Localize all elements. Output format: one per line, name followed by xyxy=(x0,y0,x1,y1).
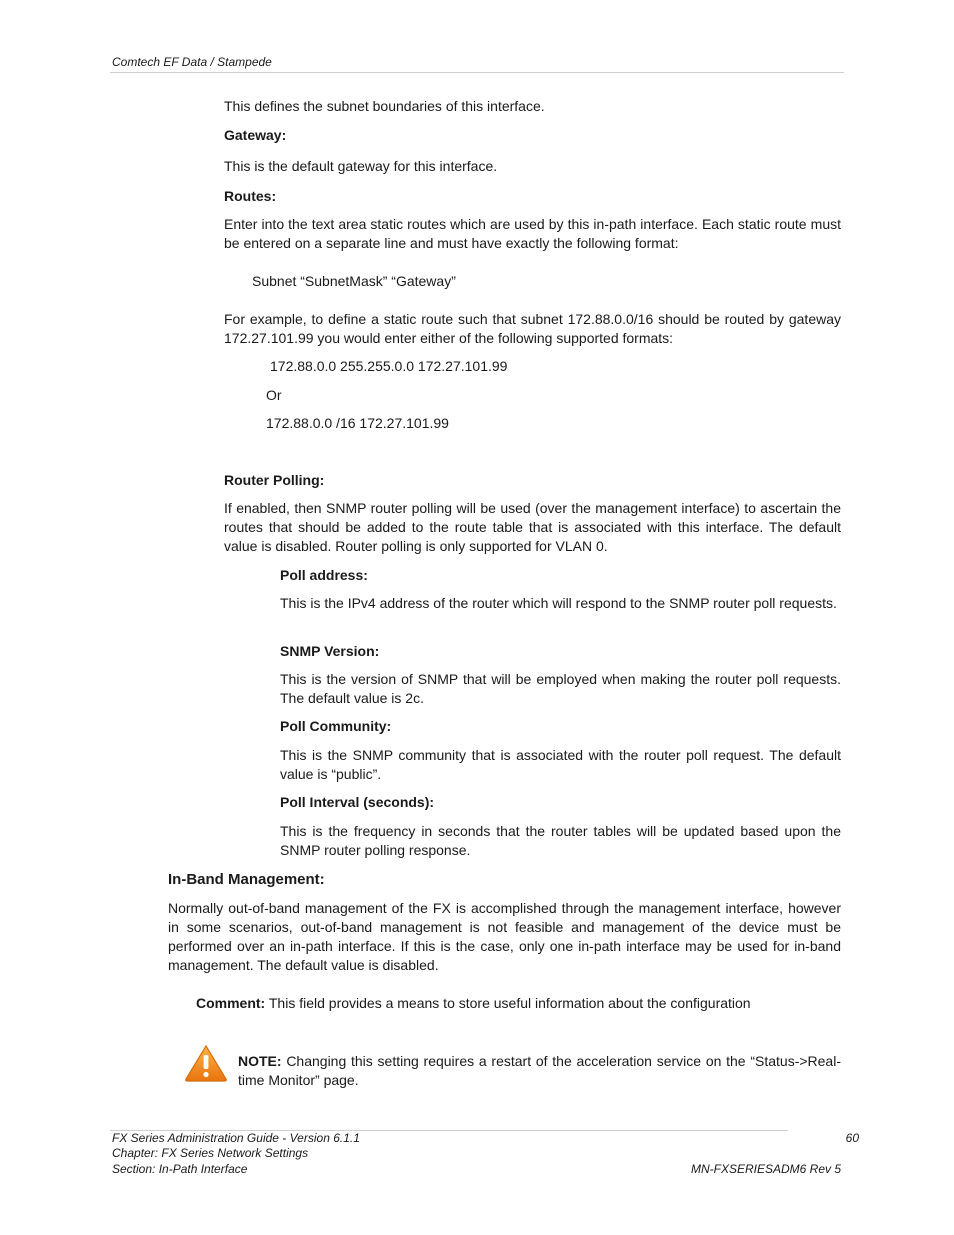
footer-section: Section: In-Path Interface xyxy=(112,1162,248,1176)
footer-page-number: 60 xyxy=(845,1131,859,1145)
warning-triangle-icon xyxy=(184,1044,228,1082)
gateway-description: This is the default gateway for this interface. xyxy=(224,158,498,174)
subnet-description: This defines the subnet boundaries of this interface. xyxy=(224,98,545,114)
running-header: Comtech EF Data / Stampede xyxy=(112,55,272,69)
poll-community-description: This is the SNMP community that is associated with the router poll request. The default value is “public”. xyxy=(280,747,841,782)
routes-description: Enter into the text area static routes which are used by this in-path interface. Each static route must be entered on a separate line and must have exactly the following format: xyxy=(224,216,841,251)
footer-document-id: MN-FXSERIESADM6 Rev 5 xyxy=(690,1162,841,1176)
poll-address-description: This is the IPv4 address of the router which will respond to the SNMP router poll requests. xyxy=(280,595,837,611)
routes-format: Subnet “SubnetMask” “Gateway” xyxy=(252,273,456,289)
header-rule xyxy=(110,72,844,73)
note-paragraph xyxy=(238,1052,841,1090)
router-polling-description: If enabled, then SNMP router polling will be used (over the management interface) to ascertain the routes that should be added to the route table that is associated with this interface. The default value is disabled. Router polling is only supported for VLAN 0. xyxy=(224,500,841,554)
route-example-1: 172.88.0.0 255.255.0.0 172.27.101.99 xyxy=(270,358,508,374)
poll-interval-heading: Poll Interval (seconds): xyxy=(280,794,435,810)
poll-interval-description: This is the frequency in seconds that the router tables will be updated based upon the SNMP router polling response. xyxy=(280,823,841,858)
routes-heading: Routes: xyxy=(224,188,277,204)
note-label: NOTE: xyxy=(238,1053,282,1069)
snmp-version-description: This is the version of SNMP that will be employed when making the router poll requests. The default value is 2c. xyxy=(280,671,841,706)
route-example-2: 172.88.0.0 /16 172.27.101.99 xyxy=(266,415,449,431)
routes-example: For example, to define a static route such that subnet 172.88.0.0/16 should be routed by gateway 172.27.101.99 you would enter either of the following supported formats: xyxy=(224,311,841,346)
footer-guide-title: FX Series Administration Guide - Version 6.1.1 xyxy=(112,1131,360,1145)
inband-management-heading: In-Band Management: xyxy=(168,871,325,888)
comment-label: Comment: xyxy=(196,995,266,1011)
footer-chapter: Chapter: FX Series Network Settings xyxy=(112,1146,309,1160)
comment-paragraph xyxy=(196,994,841,1013)
inband-management-description: Normally out-of-band management of the FX is accomplished through the management interface, however in some scenarios, out-of-band management is not feasible and management of the device must be performed over an in-path interface. If this is the case, only one in-path interface may be used for in-band management. The default value is disabled. xyxy=(168,900,841,973)
comment-description: This field provides a means to store useful information about the configuration xyxy=(265,995,751,1011)
route-example-or: Or xyxy=(266,387,282,403)
poll-community-heading: Poll Community: xyxy=(280,718,392,734)
poll-address-heading: Poll address: xyxy=(280,567,368,583)
note-description: Changing this setting requires a restart of the acceleration service on the “Status->Real-time Monitor” page. xyxy=(238,1053,841,1088)
snmp-version-heading: SNMP Version: xyxy=(280,643,380,659)
router-polling-heading: Router Polling: xyxy=(224,472,325,488)
gateway-heading: Gateway: xyxy=(224,127,287,143)
